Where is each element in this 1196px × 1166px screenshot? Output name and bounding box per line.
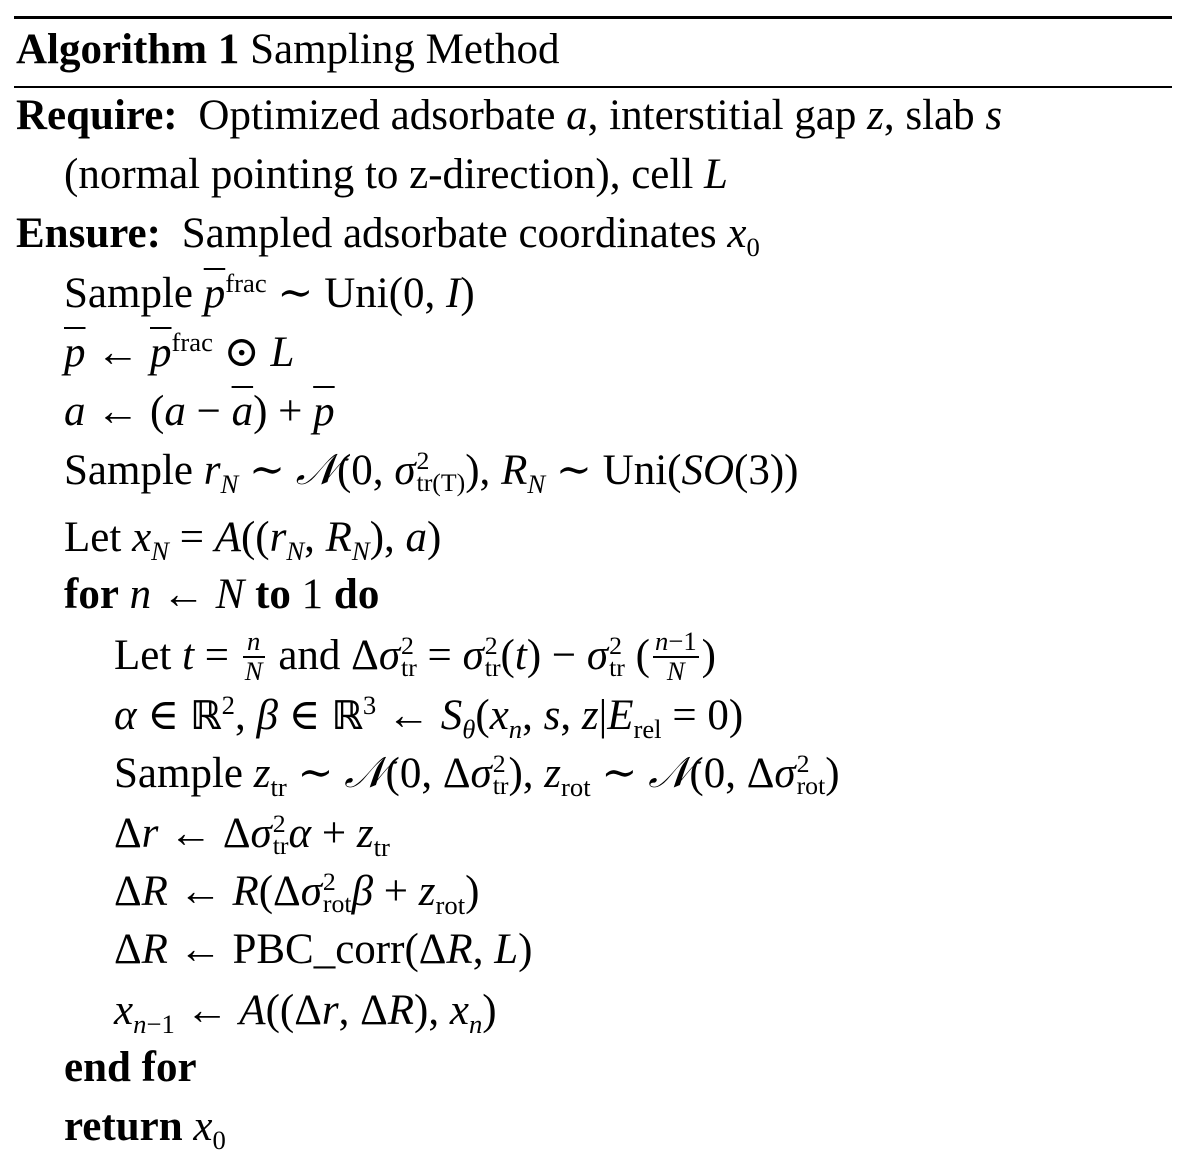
ensure-line: Ensure: Sampled adsorbate coordinates $x_0$ — [16, 210, 760, 262]
loop-step-score: α ∈ ℝ$^2$, β ∈ ℝ$^3$ ← $S_\theta(x_n$, s, $z|E_{rel} = 0$) — [114, 690, 744, 744]
loop-step-delta-R: ΔR ← R(Δσ 2 rot $\beta + z_{rot}$) — [114, 867, 480, 920]
loop-step-sample-noise: Sample $z_{tr}$ ∼ 𝒩(0, Δσ 2 tr ), $z_{rot}$ ∼ 𝒩(0, Δσ 2 rot ) — [114, 749, 840, 802]
step-let-xN: Let $x_N = A((r_N$, $R_N$), a) — [64, 514, 442, 566]
algorithm-label: Algorithm 1 — [16, 26, 240, 73]
ensure-keyword: Ensure: — [16, 210, 161, 257]
require-text-2: , interstitial gap — [587, 92, 857, 139]
step-p-bar: $\overline{p}$ ← $\overline{p}^{frac}$ ⊙ L — [64, 327, 295, 376]
ensure-text: Sampled adsorbate coordinates — [181, 210, 717, 257]
require-line-2: (normal pointing to z-direction), cell L — [64, 151, 728, 198]
require-line-1: Require: Optimized adsorbate a, interstitial gap z, slab s — [16, 92, 1003, 139]
loop-step-delta-r: Δr ← Δσ 2 tr $\alpha + z_{tr}$ — [114, 809, 390, 862]
require-keyword: Require: — [16, 92, 178, 139]
step-sample-rN: Sample $r_N$ ∼ 𝒩(0, σ 2 tr(T) ), $R_N$ ∼ Uni(SO(3)) — [64, 446, 799, 499]
loop-step-update-x: $x_{n-1}$ ← A((Δr, ΔR), $x_n$) — [114, 987, 497, 1039]
algorithm-title: Sampling Method — [250, 26, 560, 73]
end-for: end for — [64, 1044, 197, 1091]
loop-step-let-t: Let t = $\frac{n}{N}$ and Δσ 2 tr = σ 2 tr (t) − σ 2 tr ( $\frac{n-1}{N}$ ) — [114, 625, 716, 686]
return-line: return $x_0$ — [64, 1103, 226, 1155]
loop-step-pbc-corr: ΔR ← PBC_corr(ΔR, L) — [114, 926, 533, 973]
require-text-4: (normal pointing to z-direction), cell — [64, 151, 694, 198]
step-translate-a: a ← $(a - \overline{a}) + \overline{p}$ — [64, 388, 335, 435]
require-text-3: , slab — [883, 92, 975, 139]
top-rule — [14, 16, 1172, 19]
algorithm-caption — [16, 22, 559, 78]
for-loop-header: for n ← N to 1 do — [64, 571, 380, 618]
require-text-1: Optimized adsorbate — [198, 92, 556, 139]
step-sample-p-frac: Sample $\overline{p}^{frac}$ ∼ Uni(0, I) — [64, 268, 475, 317]
